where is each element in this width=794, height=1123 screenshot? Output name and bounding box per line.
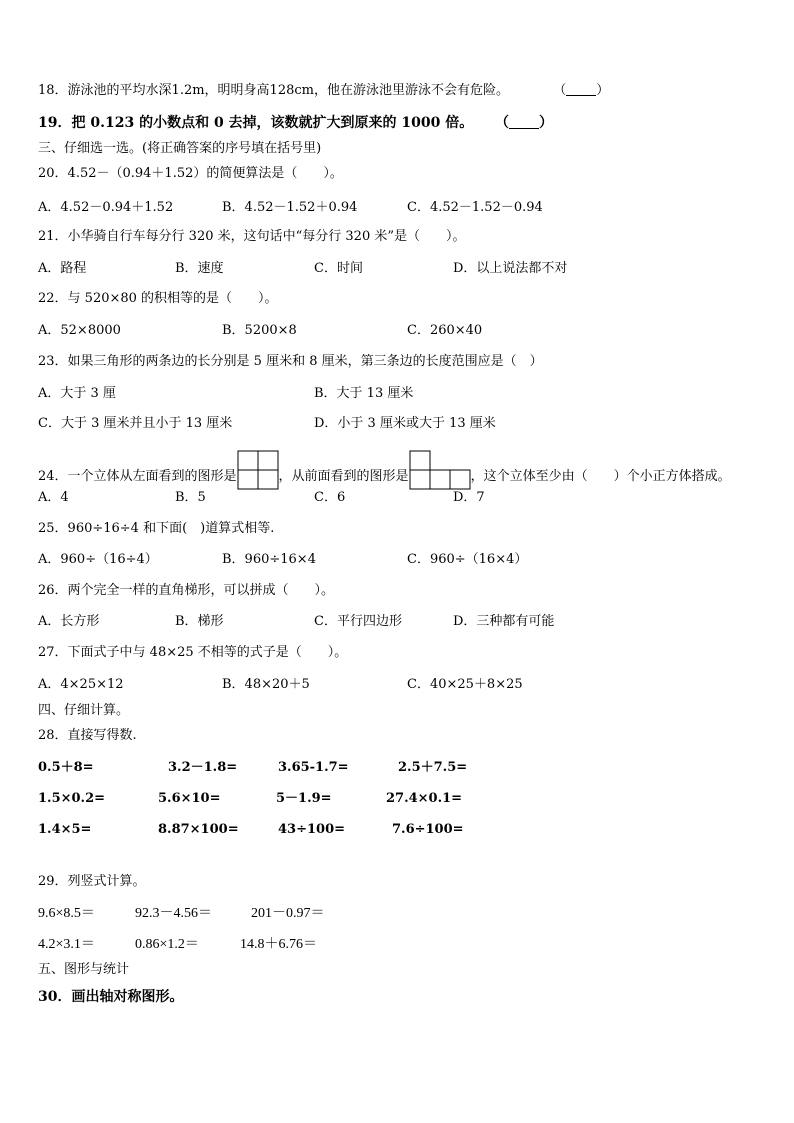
- q18-paren-close: ）: [596, 83, 610, 98]
- q18-line: [38, 83, 609, 99]
- q20-text: 20．4.52－（0.94＋1.52）的简便算法是（ ）。: [38, 166, 343, 181]
- q19-paren-close: ）: [539, 115, 554, 131]
- q26-option-b[interactable]: B．梯形: [175, 614, 224, 629]
- q20-option-c[interactable]: C．4.52－1.52－0.94: [407, 200, 543, 215]
- q23-option-a[interactable]: A．大于 3 厘: [38, 386, 116, 401]
- q28-r3-c4: 7.6÷100=: [392, 822, 464, 837]
- q26-option-d[interactable]: D．三种都有可能: [453, 614, 555, 629]
- q25-text: 25．960÷16÷4 和下面( )道算式相等.: [38, 521, 275, 536]
- q21-text: 21．小华骑自行车每分行 320 米，这句话中“每分行 320 米”是（ ）。: [38, 229, 466, 244]
- left-view-grid-icon: [237, 450, 279, 490]
- q29-r1-c3: 201－0.97＝: [251, 906, 325, 921]
- q27-text: 27．下面式子中与 48×25 不相等的式子是（ ）。: [38, 645, 348, 660]
- q29-r2-c2: 0.86×1.2＝: [135, 937, 199, 952]
- q27-option-b[interactable]: B．48×20＋5: [222, 677, 310, 692]
- q28-r1-c3: 3.65-1.7=: [278, 760, 349, 775]
- q20-option-b[interactable]: B．4.52－1.52＋0.94: [222, 200, 358, 215]
- q20-option-a[interactable]: A．4.52－0.94＋1.52: [38, 200, 174, 215]
- q28-r2-c2: 5.6×10=: [158, 791, 221, 806]
- section-5-heading: 五、图形与统计: [38, 962, 130, 977]
- q19-answer-blank[interactable]: [509, 116, 539, 129]
- q28-text: 28．直接写得数.: [38, 728, 137, 743]
- q23-text: 23．如果三角形的两条边的长分别是 5 厘米和 8 厘米，第三条边的长度范围应是（ ）: [38, 354, 543, 369]
- q19-text: 19．把 0.123 的小数点和 0 去掉，该数就扩大到原来的 1000 倍。: [38, 115, 474, 131]
- q24-option-d[interactable]: D．7: [453, 490, 485, 505]
- q24-text-a: 24．一个立体从左面看到的图形是: [38, 469, 237, 484]
- q19-paren-open: （: [495, 115, 510, 131]
- q24-option-a[interactable]: A．4: [38, 490, 69, 505]
- q18-paren-open: （: [553, 83, 567, 98]
- q28-r3-c1: 1.4×5=: [38, 822, 92, 837]
- q25-option-c[interactable]: C．960÷（16×4）: [407, 552, 528, 567]
- front-view-figure: [409, 450, 471, 490]
- q29-r1-c1: 9.6×8.5＝: [38, 906, 95, 921]
- q23-option-b[interactable]: B．大于 13 厘米: [314, 386, 414, 401]
- q22-option-a[interactable]: A．52×8000: [38, 323, 121, 338]
- q21-option-d[interactable]: D．以上说法都不对: [453, 261, 568, 276]
- front-view-grid-icon: [409, 450, 471, 490]
- q29-r2-c3: 14.8＋6.76＝: [240, 937, 317, 952]
- q22-text: 22．与 520×80 的积相等的是（ ）。: [38, 291, 278, 306]
- q18-text: 18．游泳池的平均水深1.2m，明明身高128cm，他在游泳池里游泳不会有危险。: [38, 83, 509, 98]
- q28-r2-c3: 5－1.9=: [276, 791, 332, 806]
- q28-r2-c1: 1.5×0.2=: [38, 791, 106, 806]
- q26-option-a[interactable]: A．长方形: [38, 614, 100, 629]
- q25-option-b[interactable]: B．960÷16×4: [222, 552, 316, 567]
- q28-r2-c4: 27.4×0.1=: [386, 791, 463, 806]
- q29-r1-c2: 92.3－4.56＝: [135, 906, 212, 921]
- q28-r1-c1: 0.5＋8=: [38, 760, 94, 775]
- q30-text: 30．画出轴对称图形。: [38, 989, 184, 1005]
- q28-r3-c3: 43÷100=: [278, 822, 346, 837]
- q22-option-b[interactable]: B．5200×8: [222, 323, 297, 338]
- q28-r1-c4: 2.5＋7.5=: [398, 760, 468, 775]
- q29-text: 29．列竖式计算。: [38, 874, 146, 889]
- q18-answer-blank[interactable]: [566, 83, 596, 96]
- q24-option-c[interactable]: C．6: [314, 490, 346, 505]
- q28-r1-c2: 3.2－1.8=: [168, 760, 238, 775]
- q25-option-a[interactable]: A．960÷（16÷4）: [38, 552, 158, 567]
- q27-option-c[interactable]: C．40×25＋8×25: [407, 677, 523, 692]
- q21-option-c[interactable]: C．时间: [314, 261, 363, 276]
- q24-line: [38, 450, 731, 490]
- q21-option-b[interactable]: B．速度: [175, 261, 224, 276]
- q19-line: [38, 115, 553, 131]
- q29-r2-c1: 4.2×3.1＝: [38, 937, 95, 952]
- q23-option-c[interactable]: C．大于 3 厘米并且小于 13 厘米: [38, 416, 233, 431]
- q21-option-a[interactable]: A．路程: [38, 261, 87, 276]
- q24-option-b[interactable]: B．5: [175, 490, 206, 505]
- section-3-heading: 三、仔细选一选。(将正确答案的序号填在括号里): [38, 141, 322, 156]
- q22-option-c[interactable]: C．260×40: [407, 323, 483, 338]
- q28-r3-c2: 8.87×100=: [158, 822, 239, 837]
- q23-option-d[interactable]: D．小于 3 厘米或大于 13 厘米: [314, 416, 496, 431]
- q27-option-a[interactable]: A．4×25×12: [38, 677, 124, 692]
- q26-text: 26．两个完全一样的直角梯形，可以拼成（ ）。: [38, 583, 335, 598]
- q24-text-c: ，这个立体至少由（ ）个小正方体搭成。: [470, 469, 731, 484]
- q24-text-b: ，从前面看到的图形是: [278, 469, 409, 484]
- section-4-heading: 四、仔细计算。: [38, 703, 130, 718]
- q26-option-c[interactable]: C．平行四边形: [314, 614, 402, 629]
- left-view-figure: [237, 450, 279, 490]
